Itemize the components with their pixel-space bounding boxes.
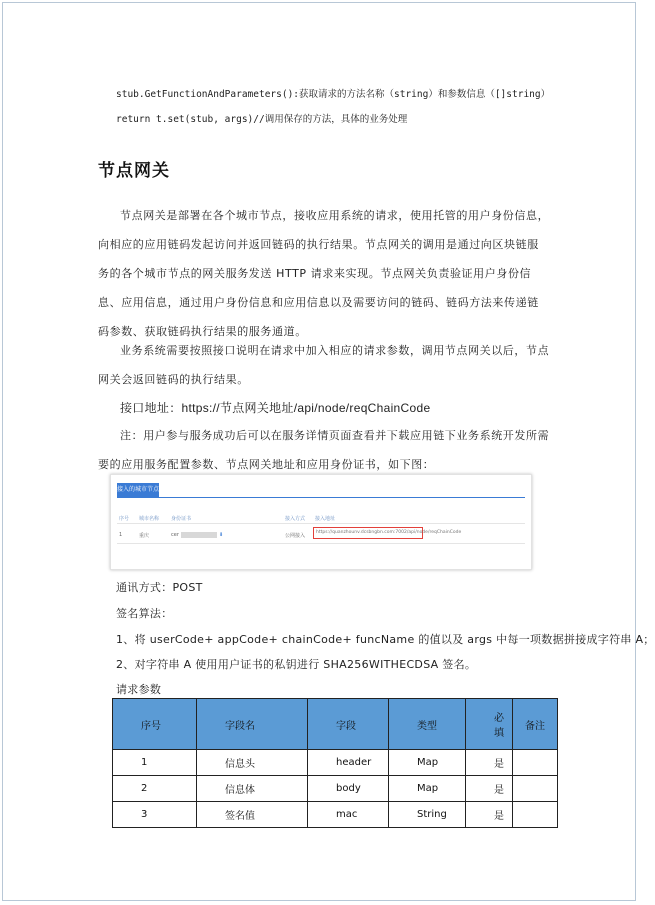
table-row [113, 802, 558, 828]
cell-index: 2 [113, 776, 197, 802]
cell-index: 3 [113, 802, 197, 828]
screenshot-blurred-cert [181, 532, 217, 538]
cell-field-name: 签名值 [197, 802, 308, 828]
cell-required: 是 [466, 750, 513, 776]
cell-field: header [308, 750, 389, 776]
screenshot-cell-access: 公网接入 [285, 533, 306, 539]
table-header-row [113, 699, 558, 750]
th-field: 字段 [308, 699, 389, 750]
th-index: 序号 [113, 699, 197, 750]
code-line-1: stub.GetFunctionAndParameters():获取请求的方法名称（string）和参数信息（[]string） [116, 89, 551, 100]
screenshot-divider [117, 523, 525, 524]
screenshot-header-access: 接入方式 [285, 516, 306, 522]
screenshot-divider-2 [117, 543, 525, 544]
comm-method: 通讯方式：POST [116, 581, 203, 594]
download-icon: ⬇ [219, 532, 224, 538]
cell-type: Map [389, 750, 466, 776]
request-params-table [112, 698, 558, 828]
screenshot-tab: 接入的城市节点 [117, 483, 159, 497]
section-title: 节点网关 [98, 161, 170, 181]
cell-remarks [513, 776, 558, 802]
paragraph-1-text: 节点网关是部署在各个城市节点，接收应用系统的请求，使用托管的用户身份信息，向相应的应用链码发起访问并返回链码的执行结果。节点网关的调用是通过向区块链服务的各个城市节点的网关服务发送 HTTP 请求来实现。节点网关负责验证用户身份信息、应用信息，通过用户身份信息和应用信息以及需要访问的链码、链码方法来传递链码参数、获取链码执行结果的服务通道。 [98, 209, 550, 338]
table-row [113, 776, 558, 802]
cell-field: mac [308, 802, 389, 828]
screenshot-cell-index: 1 [119, 532, 123, 538]
cell-field-name: 信息体 [197, 776, 308, 802]
th-remarks: 备注 [513, 699, 558, 750]
table-row [113, 750, 558, 776]
screenshot-header-address: 接入地址 [315, 516, 336, 522]
th-type: 类型 [389, 699, 466, 750]
paragraph-1 [98, 201, 550, 346]
screenshot-tab-bar [117, 497, 525, 498]
th-field-name: 字段名 [197, 699, 308, 750]
sign-algo-title: 签名算法： [116, 607, 173, 620]
note-paragraph [98, 421, 550, 479]
cell-type: Map [389, 776, 466, 802]
cell-type: String [389, 802, 466, 828]
cell-remarks [513, 750, 558, 776]
cell-required: 是 [466, 802, 513, 828]
sign-step-2: 2、对字符串 A 使用用户证书的私钥进行 SHA256WITHECDSA 签名。 [116, 658, 477, 671]
service-detail-screenshot [110, 474, 532, 570]
cell-field-name: 信息头 [197, 750, 308, 776]
cell-remarks [513, 802, 558, 828]
cell-field: body [308, 776, 389, 802]
paragraph-2 [98, 336, 550, 394]
sign-step-1: 1、将 userCode+ appCode+ chainCode+ funcName 的值以及 args 中每一项数据拼接成字符串 A； [116, 633, 655, 646]
screenshot-header-city: 城市名称 [139, 516, 160, 522]
screenshot-cell-cert: cer [171, 532, 179, 538]
screenshot-header-index: 序号 [119, 516, 130, 522]
paragraph-2-text: 业务系统需要按照接口说明在请求中加入相应的请求参数，调用节点网关以后，节点网关会返回链码的执行结果。 [98, 344, 550, 386]
cell-required: 是 [466, 776, 513, 802]
api-address: 接口地址：https://节点网关地址/api/node/reqChainCode [120, 401, 431, 415]
screenshot-header-cert: 身份证书 [171, 516, 192, 522]
note-text: 注：用户参与服务成功后可以在服务详情页面查看并下载应用链下业务系统开发所需要的应用服务配置参数、节点网关地址和应用身份证书，如下图： [98, 429, 550, 471]
screenshot-cell-address: https://quanzhounv.dcsbngbn.com:7002/api/node/reqChainCode [313, 527, 423, 539]
th-required: 必填 [466, 699, 513, 750]
screenshot-cell-city: 重庆 [139, 533, 150, 539]
code-line-2: return t.set(stub, args)//调用保存的方法，具体的业务处理 [116, 114, 408, 125]
params-title: 请求参数 [116, 683, 162, 696]
cell-index: 1 [113, 750, 197, 776]
